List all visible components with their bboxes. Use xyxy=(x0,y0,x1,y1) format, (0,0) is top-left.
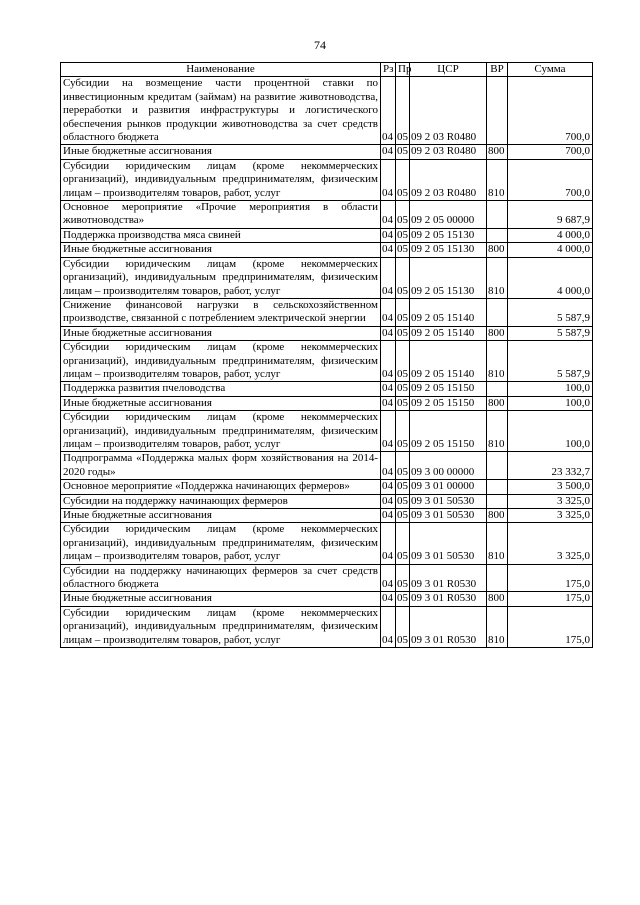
row-vr: 800 xyxy=(487,509,508,523)
row-pr: 05 xyxy=(397,480,408,493)
row-csr: 09 3 01 R0530 xyxy=(410,606,487,647)
row-name: Субсидии на возмещение части процентной ставки по инвестиционным кредитам (займам) на развитие животноводства, переработки и развития инфраструктуры и логистического обеспечения рынков продукции животноводства за счет средств областного бюджета xyxy=(61,77,381,145)
table-row xyxy=(61,382,593,396)
row-rz: 04 xyxy=(381,341,396,382)
row-rz: 04 xyxy=(381,509,396,523)
row-vr: 810 xyxy=(487,411,508,452)
row-csr: 09 2 05 15130 xyxy=(410,257,487,298)
row-sum: 700,0 xyxy=(508,77,593,145)
row-sum: 4 000,0 xyxy=(508,228,593,242)
row-rz: 04 xyxy=(381,201,396,229)
row-pr: 05 xyxy=(396,523,410,564)
table-row xyxy=(61,257,593,298)
row-sum: 3 500,0 xyxy=(508,480,593,494)
row-pr: 05 xyxy=(397,592,408,605)
row-vr: 810 xyxy=(487,341,508,382)
row-pr: 05 xyxy=(397,326,408,339)
table-row xyxy=(61,341,593,382)
row-pr: 05 xyxy=(397,243,408,256)
row-vr: 800 xyxy=(487,396,508,410)
table-row xyxy=(61,564,593,592)
row-name: Поддержка производства мяса свиней xyxy=(61,228,381,242)
table-row xyxy=(61,523,593,564)
row-pr: 05 xyxy=(396,201,410,229)
row-rz: 04 xyxy=(381,564,396,592)
row-pr: 05 xyxy=(396,564,410,592)
row-csr: 09 2 05 00000 xyxy=(410,201,487,229)
row-sum: 4 000,0 xyxy=(508,257,593,298)
row-pr: 05 xyxy=(397,396,408,409)
row-pr: 05 xyxy=(396,77,410,145)
row-pr: 05 xyxy=(397,494,408,507)
row-rz: 04 xyxy=(381,159,396,200)
row-name: Субсидии юридическим лицам (кроме некоммерческих организаций), индивидуальным предпринимателям, физическим лицам – производителям товаров, работ, услуг xyxy=(61,159,381,200)
row-name: Субсидии юридическим лицам (кроме некоммерческих организаций), индивидуальным предпринимателям, физическим лицам – производителям товаров, работ, услуг xyxy=(61,523,381,564)
table-row xyxy=(61,159,593,200)
row-vr: 800 xyxy=(487,326,508,340)
row-sum: 3 325,0 xyxy=(508,494,593,508)
row-name: Иные бюджетные ассигнования xyxy=(61,145,381,159)
row-sum: 23 332,7 xyxy=(508,452,593,480)
row-vr xyxy=(487,201,508,229)
row-name: Субсидии юридическим лицам (кроме некоммерческих организаций), индивидуальным предпринимателям, физическим лицам – производителям товаров, работ, услуг xyxy=(61,606,381,647)
row-name: Субсидии юридическим лицам (кроме некоммерческих организаций), индивидуальным предпринимателям, физическим лицам – производителям товаров, работ, услуг xyxy=(61,411,381,452)
row-rz: 04 xyxy=(381,396,396,410)
row-csr: 09 3 01 50530 xyxy=(410,523,487,564)
row-vr: 810 xyxy=(487,606,508,647)
row-name: Иные бюджетные ассигнования xyxy=(61,509,381,523)
row-sum: 175,0 xyxy=(508,606,593,647)
row-vr: 800 xyxy=(487,592,508,606)
row-name: Субсидии юридическим лицам (кроме некоммерческих организаций), индивидуальным предпринимателям, физическим лицам – производителям товаров, работ, услуг xyxy=(61,341,381,382)
row-name: Поддержка развития пчеловодства xyxy=(61,382,381,396)
row-rz: 04 xyxy=(381,145,396,159)
table-row xyxy=(61,606,593,647)
row-csr: 09 2 03 R0480 xyxy=(410,77,487,145)
header-vr: ВР xyxy=(487,63,508,77)
row-pr: 05 xyxy=(396,257,410,298)
row-rz: 04 xyxy=(381,411,396,452)
table-body xyxy=(61,77,593,648)
row-name: Основное мероприятие «Поддержка начинающих фермеров» xyxy=(61,480,381,494)
table-row xyxy=(61,592,593,606)
row-pr: 05 xyxy=(396,606,410,647)
row-vr xyxy=(487,228,508,242)
table-row xyxy=(61,396,593,410)
header-rz: Рз xyxy=(381,63,396,77)
row-pr: 05 xyxy=(397,145,408,158)
row-sum: 5 587,9 xyxy=(508,298,593,326)
table-row xyxy=(61,228,593,242)
row-vr: 810 xyxy=(487,523,508,564)
row-csr: 09 3 01 00000 xyxy=(410,480,487,494)
row-name: Субсидии на поддержку начинающих фермеров xyxy=(61,494,381,508)
row-vr xyxy=(487,564,508,592)
table-row xyxy=(61,201,593,229)
table-row xyxy=(61,77,593,145)
row-name: Иные бюджетные ассигнования xyxy=(61,326,381,340)
row-sum: 100,0 xyxy=(508,411,593,452)
table-row xyxy=(61,411,593,452)
table-header-row xyxy=(61,63,593,77)
row-rz: 04 xyxy=(381,452,396,480)
row-sum: 700,0 xyxy=(508,159,593,200)
row-csr: 09 2 05 15150 xyxy=(410,411,487,452)
row-csr: 09 3 01 50530 xyxy=(410,494,487,508)
row-rz: 04 xyxy=(381,592,396,606)
table-row xyxy=(61,326,593,340)
row-csr: 09 2 05 15140 xyxy=(410,326,487,340)
row-rz: 04 xyxy=(381,494,396,508)
row-vr: 810 xyxy=(487,257,508,298)
row-sum: 5 587,9 xyxy=(508,341,593,382)
row-csr: 09 2 03 R0480 xyxy=(410,145,487,159)
row-vr xyxy=(487,77,508,145)
row-name: Снижение финансовой нагрузки в сельскохозяйственном производстве, связанной с потреблением электрической энергии xyxy=(61,298,381,326)
row-csr: 09 2 05 15130 xyxy=(410,243,487,257)
row-vr xyxy=(487,494,508,508)
row-csr: 09 2 05 15150 xyxy=(410,396,487,410)
row-rz: 04 xyxy=(381,257,396,298)
row-rz: 04 xyxy=(381,243,396,257)
row-csr: 09 2 05 15130 xyxy=(410,228,487,242)
row-csr: 09 3 01 R0530 xyxy=(410,592,487,606)
header-pr: Пр xyxy=(396,63,410,77)
row-rz: 04 xyxy=(381,382,396,396)
table-row xyxy=(61,243,593,257)
header-sum: Сумма xyxy=(508,63,593,77)
row-name: Субсидии на поддержку начинающих фермеров за счет средств областного бюджета xyxy=(61,564,381,592)
row-pr: 05 xyxy=(396,159,410,200)
row-sum: 9 687,9 xyxy=(508,201,593,229)
page-number: 74 xyxy=(314,38,326,52)
row-pr: 05 xyxy=(396,298,410,326)
row-name: Иные бюджетные ассигнования xyxy=(61,396,381,410)
row-rz: 04 xyxy=(381,298,396,326)
row-sum: 3 325,0 xyxy=(508,509,593,523)
row-pr: 05 xyxy=(396,341,410,382)
row-name: Субсидии юридическим лицам (кроме некоммерческих организаций), индивидуальным предпринимателям, физическим лицам – производителям товаров, работ, услуг xyxy=(61,257,381,298)
row-csr: 09 3 01 R0530 xyxy=(410,564,487,592)
row-vr xyxy=(487,452,508,480)
row-csr: 09 3 00 00000 xyxy=(410,452,487,480)
row-sum: 175,0 xyxy=(508,592,593,606)
table-row xyxy=(61,298,593,326)
table-row xyxy=(61,480,593,494)
row-rz: 04 xyxy=(381,326,396,340)
row-vr: 810 xyxy=(487,159,508,200)
row-sum: 100,0 xyxy=(508,396,593,410)
table-row xyxy=(61,452,593,480)
header-csr: ЦСР xyxy=(410,63,487,77)
row-sum: 4 000,0 xyxy=(508,243,593,257)
row-vr xyxy=(487,480,508,494)
row-name: Подпрограмма «Поддержка малых форм хозяйствования на 2014-2020 годы» xyxy=(61,452,381,480)
budget-table xyxy=(60,62,593,648)
row-name: Основное мероприятие «Прочие мероприятия в области животноводства» xyxy=(61,201,381,229)
row-sum: 5 587,9 xyxy=(508,326,593,340)
row-csr: 09 3 01 50530 xyxy=(410,509,487,523)
row-rz: 04 xyxy=(381,228,396,242)
row-vr: 800 xyxy=(487,243,508,257)
table-row xyxy=(61,145,593,159)
row-sum: 700,0 xyxy=(508,145,593,159)
row-pr: 05 xyxy=(396,452,410,480)
row-vr: 800 xyxy=(487,145,508,159)
row-pr: 05 xyxy=(396,411,410,452)
row-sum: 3 325,0 xyxy=(508,523,593,564)
row-vr xyxy=(487,298,508,326)
header-name: Наименование xyxy=(61,63,381,77)
table-row xyxy=(61,494,593,508)
row-name: Иные бюджетные ассигнования xyxy=(61,243,381,257)
row-csr: 09 2 05 15140 xyxy=(410,298,487,326)
row-csr: 09 2 05 15150 xyxy=(410,382,487,396)
row-rz: 04 xyxy=(381,480,396,494)
row-sum: 100,0 xyxy=(508,382,593,396)
row-pr: 05 xyxy=(397,228,408,241)
row-sum: 175,0 xyxy=(508,564,593,592)
row-pr: 05 xyxy=(397,509,408,521)
row-csr: 09 2 05 15140 xyxy=(410,341,487,382)
row-csr: 09 2 03 R0480 xyxy=(410,159,487,200)
row-rz: 04 xyxy=(381,523,396,564)
row-name: Иные бюджетные ассигнования xyxy=(61,592,381,606)
table-row xyxy=(61,509,593,523)
row-pr: 05 xyxy=(397,382,408,395)
row-rz: 04 xyxy=(381,606,396,647)
row-vr xyxy=(487,382,508,396)
row-rz: 04 xyxy=(381,77,396,145)
